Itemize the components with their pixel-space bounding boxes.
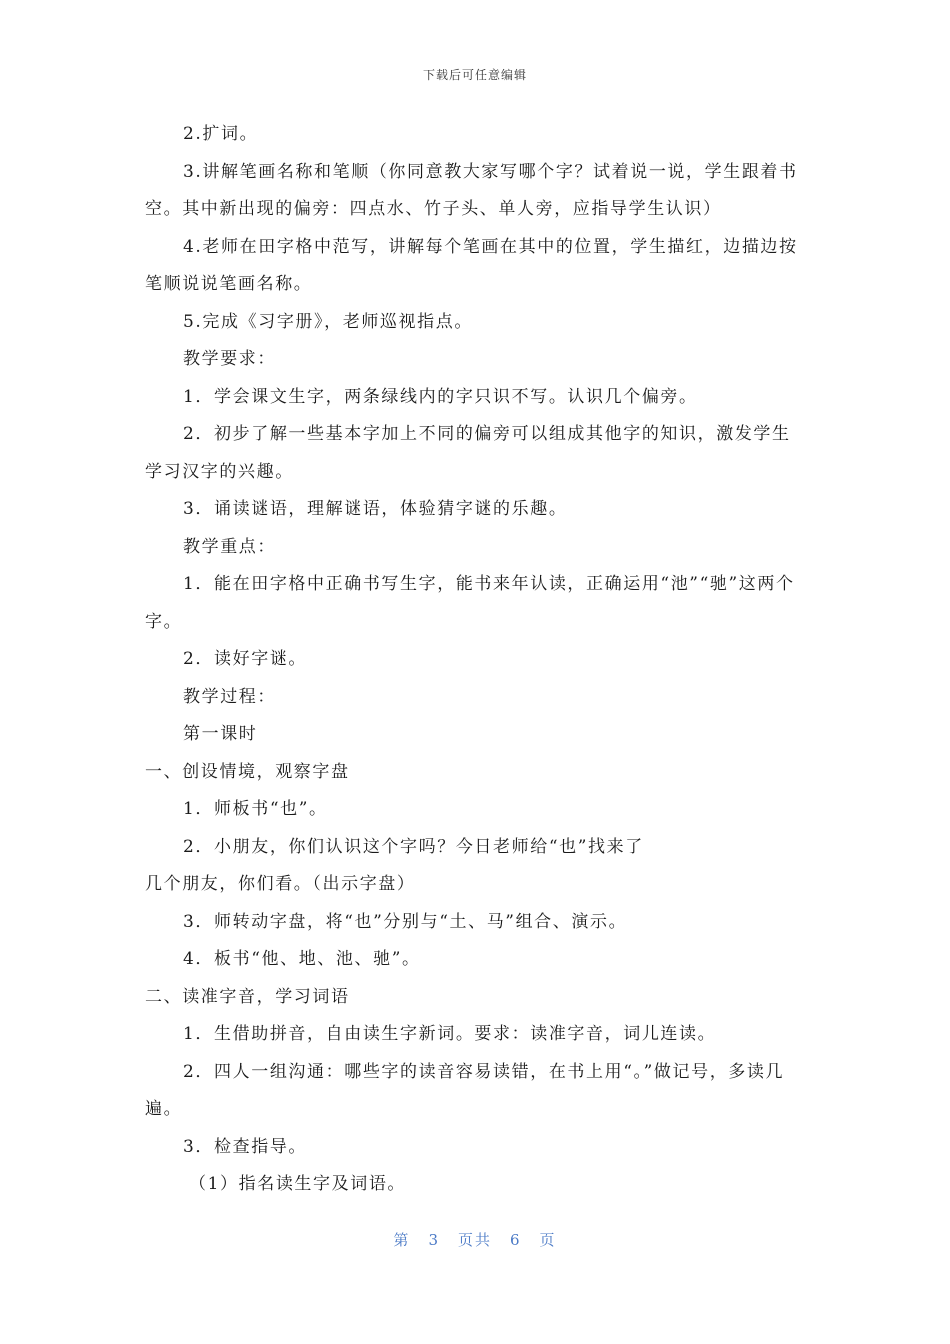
paragraph: 2.扩词。 (183, 124, 259, 144)
section-heading: 教学重点： (183, 536, 276, 557)
footer-suffix: 页 (539, 1231, 557, 1249)
total-page-number: 6 (510, 1231, 522, 1249)
paragraph: 4．板书“他、地、池、驰”。 (183, 949, 421, 969)
paragraph: 几个朋友，你们看。（出示字盘） (145, 874, 416, 894)
section-heading: 教学过程： (183, 686, 276, 707)
paragraph: 5.完成《习字册》，老师巡视指点。 (183, 311, 473, 332)
paragraph: 2．初步了解一些基本字加上不同的偏旁可以组成其他字的知识，激发学生学习汉字的兴趣。 (145, 424, 791, 482)
section-heading: 第一课时 (183, 724, 258, 744)
paragraph: 3．诵读谜语，理解谜语，体验猜字谜的乐趣。 (183, 499, 568, 519)
paragraph: （1）指名读生字及词语。 (189, 1174, 407, 1194)
paragraph: 1．学会课文生字，两条绿线内的字只识不写。认识几个偏旁。 (183, 386, 698, 407)
footer-prefix: 第 (393, 1231, 411, 1249)
current-page-number: 3 (428, 1231, 440, 1249)
footer-middle: 页共 (457, 1231, 492, 1249)
paragraph: 1．生借助拼音，自由读生字新词。要求：读准字音，词儿连读。 (183, 1024, 717, 1044)
paragraph: 3.讲解笔画名称和笔顺（你同意教大家写哪个字？试着说一说，学生跟着书空。其中新出现的偏旁：四点水、竹子头、单人旁，应指导学生认识） (145, 161, 798, 219)
header-note: 下载后可任意编辑 (422, 68, 527, 82)
paragraph: 2．小朋友，你们认识这个字吗？今日老师给“也”找来了 (183, 836, 644, 857)
paragraph: 1．能在田字格中正确书写生字，能书来年认读，正确运用“池”“驰”这两个字。 (145, 574, 795, 632)
paragraph: 3．检查指导。 (183, 1136, 308, 1157)
section-heading: 二、读准字音，学习词语 (145, 986, 350, 1007)
paragraph: 2．四人一组沟通：哪些字的读音容易读错，在书上用“。”做记号，多读几遍。 (145, 1061, 785, 1119)
section-heading: 教学要求： (183, 349, 276, 369)
paragraph: 4.老师在田字格中范写，讲解每个笔画在其中的位置，学生描红，边描边按笔顺说说笔画名称。 (145, 236, 798, 294)
paragraph: 3．师转动字盘，将“也”分别与“土、马”组合、演示。 (183, 911, 628, 932)
paragraph: 1．师板书“也”。 (183, 799, 328, 819)
document-body (145, 116, 807, 1204)
section-heading: 一、创设情境，观察字盘 (145, 761, 350, 782)
paragraph: 2．读好字谜。 (183, 649, 308, 669)
page-footer (0, 1229, 950, 1250)
